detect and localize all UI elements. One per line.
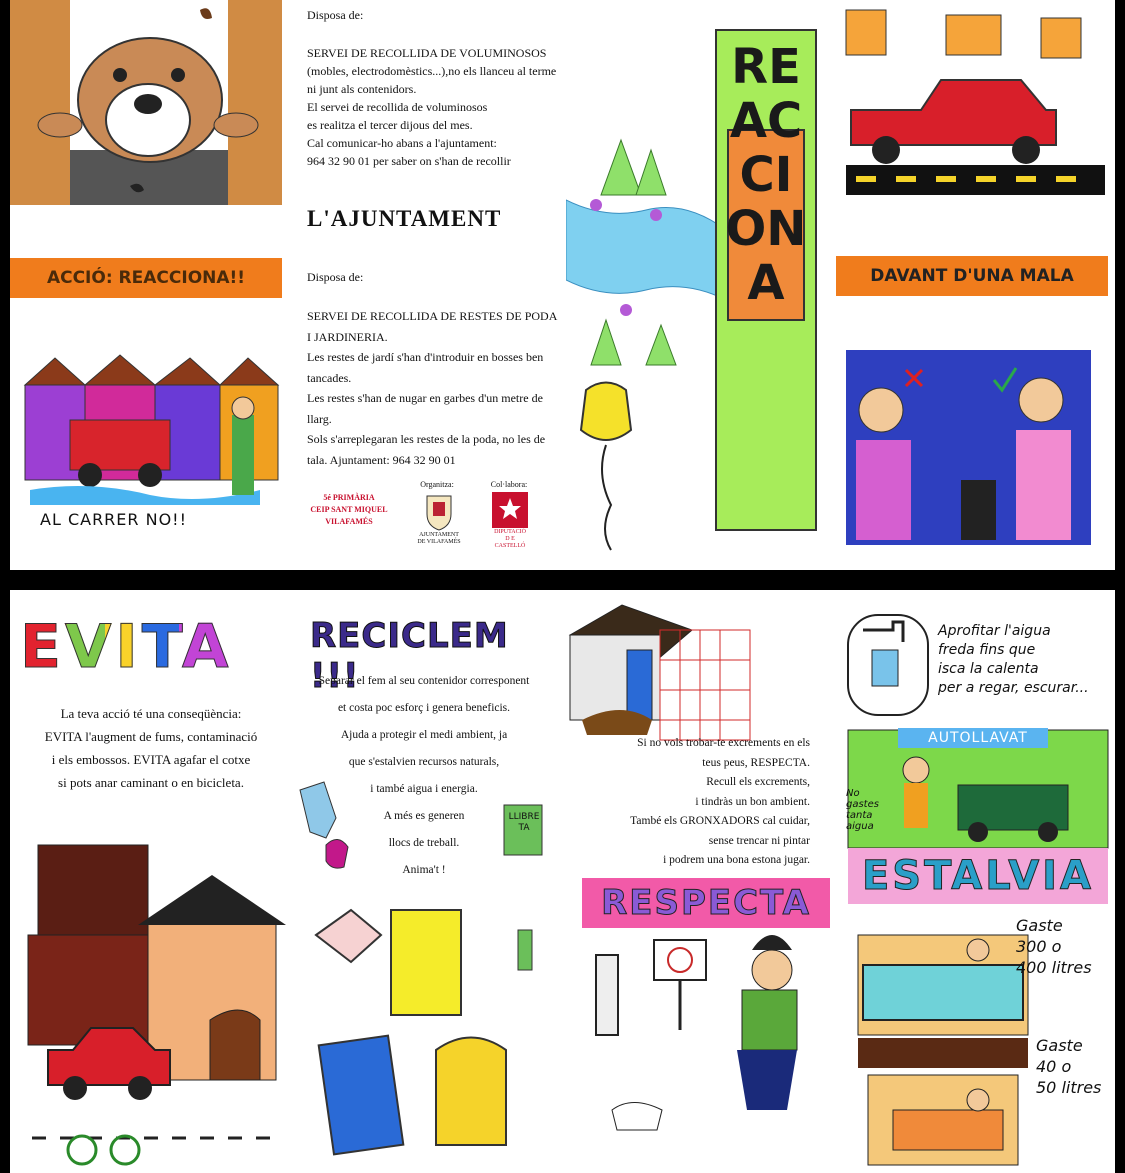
panel-davant <box>836 0 1115 570</box>
text-line: Cal comunicar-ho abans a l'ajuntament: <box>307 136 497 150</box>
city-traffic-drawing <box>10 590 286 1173</box>
text-line: tanta <box>846 810 873 821</box>
reacciona-vertical-title: REACCIONA <box>725 39 807 311</box>
text-line: si pots anar caminant o en bicicleta. <box>58 775 244 790</box>
text-line: Aprofitar l'aigua <box>938 623 1051 639</box>
text-line: Separar el fem al seu contenidor corresponent <box>318 675 530 687</box>
panel-reacciona-drawings <box>10 0 282 570</box>
diputacio-logo-icon <box>492 492 528 528</box>
text-line: aigua <box>846 821 874 832</box>
diputacio-label <box>482 529 538 550</box>
text-line: sense trencar ni pintar <box>708 834 810 847</box>
text-line: AJUNTAMENT <box>419 532 459 538</box>
carwash-sign: AUTOLLAVAT <box>928 730 1028 746</box>
street-caption: AL CARRER NO!! <box>40 510 187 529</box>
text-line: La teva acció té una conseqüència: <box>60 706 242 721</box>
good-bad-example-drawing <box>836 0 1115 570</box>
text-line: que s'estalvien recursos naturals, <box>348 756 500 768</box>
evita-title: EVITA <box>20 612 233 682</box>
text-line: tancades. <box>307 370 352 385</box>
text-line: Sols s'arreplegaran les restes de la poda, no les de <box>307 432 546 446</box>
text-line: Gaste <box>1016 916 1063 935</box>
text-line: Gaste <box>1036 1036 1083 1055</box>
accio-banner: ACCIÓ: REACCIONA!! <box>10 258 282 298</box>
text-line: 50 litres <box>1036 1078 1102 1097</box>
text-line: tala. Ajuntament: 964 32 90 01 <box>307 452 456 467</box>
text-line: llarg. <box>307 411 332 426</box>
davant-banner: DAVANT D'UNA MALA <box>836 256 1108 296</box>
text-line: 5é PRIMÀRIA <box>323 493 375 502</box>
text-line: per a regar, escurar... <box>938 680 1089 696</box>
text-line: CEIP SANT MIQUEL <box>310 505 388 514</box>
text-line: 400 litres <box>1016 958 1092 977</box>
text-line: isca la calenta <box>938 661 1039 677</box>
text-line: ni junt als contenidors. <box>307 82 417 96</box>
school-credit <box>304 492 394 528</box>
text-line: Anima't ! <box>402 864 446 876</box>
text-line: gastes <box>846 799 879 810</box>
text-line: freda fins que <box>938 642 1036 658</box>
text-line: CASTELLÓ <box>494 543 526 549</box>
reciclem-title: RECICLEM !!! <box>310 616 509 696</box>
panel-reciclem <box>286 590 562 1173</box>
estalvia-banner: ESTALVIA <box>848 848 1108 904</box>
text-line: teus peus, RESPECTA. <box>702 756 810 769</box>
panel-evita <box>10 590 286 1173</box>
top-sheet <box>0 0 1125 570</box>
text-line: es realitza el tercer dijous del mes. <box>307 118 473 132</box>
text-line: i tindràs un bon ambient. <box>695 795 810 808</box>
text-line: i podrem una bona estona jugar. <box>663 854 810 866</box>
organitza-label: Organitza: <box>420 480 454 489</box>
bath-note <box>1016 915 1111 978</box>
recycling-bins-drawing <box>286 590 562 1173</box>
voluminosos-text <box>307 44 562 170</box>
panel-ajuntament <box>282 0 566 570</box>
text-line: SERVEI DE RECOLLIDA DE RESTES DE PODA <box>307 309 558 323</box>
street-drawing <box>10 0 282 570</box>
shower-note <box>1036 1035 1111 1098</box>
panel-respecta <box>562 590 838 1173</box>
text-line: El servei de recollida de voluminosos <box>307 100 488 114</box>
text-line: llocs de treball. <box>388 837 460 849</box>
text-line: i també aigua i energia. <box>370 783 478 795</box>
text-line: VILAFAMÉS <box>325 517 373 526</box>
bottom-sheet <box>0 590 1125 1173</box>
text-line: i els embossos. EVITA agafar el cotxe <box>51 752 251 767</box>
dog-walker-drawing <box>562 590 838 1173</box>
ajuntament-logo-label <box>407 532 471 546</box>
text-line: També els GRONXADORS cal cuidar, <box>630 815 810 827</box>
respecta-banner: RESPECTA <box>582 878 830 928</box>
text-line: SERVEI DE RECOLLIDA DE VOLUMINOSOS <box>307 46 547 60</box>
disposa-label-2: Disposa de: <box>307 270 364 284</box>
book-label: LLIBRE TA <box>508 812 540 833</box>
collabora-label: Col·labora: <box>490 480 528 489</box>
poda-text <box>307 306 562 470</box>
text-line: Si no vols trobar-te excrements en els <box>637 737 810 749</box>
text-line: DE VILAFAMÉS <box>417 539 461 545</box>
text-line: Les restes de jardí s'han d'introduir en bosses ben <box>307 350 544 364</box>
ajuntament-heading: L'AJUNTAMENT <box>307 206 502 231</box>
text-line: (mobles, electrodomèstics...),no els llanceu al terme <box>307 64 557 78</box>
text-line: et costa poc esforç i genera beneficis. <box>337 702 511 714</box>
panel-estalvia <box>838 590 1115 1173</box>
text-line: Les restes s'han de nugar en garbes d'un metre de <box>307 391 543 405</box>
text-line: I JARDINERIA. <box>307 329 388 344</box>
vilafames-crest-icon <box>419 492 459 532</box>
text-line: 964 32 90 01 per saber on s'han de recollir <box>307 154 511 168</box>
text-line: D E <box>505 536 515 542</box>
disposa-label-1: Disposa de: <box>307 8 364 22</box>
panel-reacciona-cover <box>566 0 836 570</box>
text-line: EVITA l'augment de fums, contaminació <box>44 729 258 744</box>
text-line: DIPUTACIÓ <box>494 529 526 535</box>
text-line: No <box>846 788 860 799</box>
text-line: Recull els excrements, <box>706 776 810 788</box>
text-line: Ajuda a protegir el medi ambient, ja <box>340 729 508 741</box>
text-line: 40 o <box>1036 1057 1072 1076</box>
text-line: 300 o <box>1016 937 1062 956</box>
text-line: A més es generen <box>383 810 465 822</box>
